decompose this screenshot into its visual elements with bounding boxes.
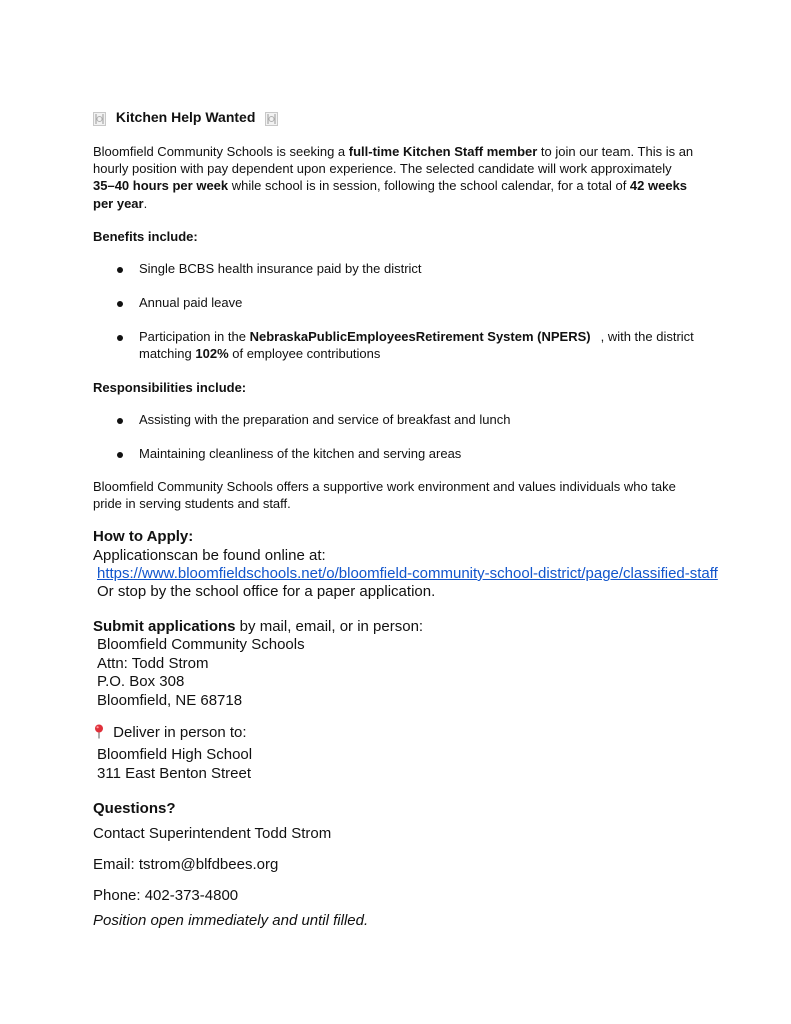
bullet <box>117 452 123 458</box>
benefit-item-continued: matching 102% of employee contributions <box>139 346 381 361</box>
address-line: Bloomfield, NE 68718 <box>97 692 243 709</box>
intro-line-3: 35–40 hours per week while school is in session, following the school calendar, for a total of 42 weeks <box>93 178 688 193</box>
phone-line: Phone: 402-373-4800 <box>93 887 239 904</box>
address-line: Attn: Todd Strom <box>97 655 209 672</box>
apply-heading: How to Apply: <box>93 528 194 545</box>
intro-line-2: hourly position with pay dependent upon experience. The selected candidate will work approximately <box>93 161 672 176</box>
weeks-emphasis: 42 weeks <box>629 178 688 193</box>
bullet <box>117 301 123 307</box>
benefits-heading: Benefits include: <box>93 229 198 244</box>
apply-url-link[interactable]: https://www.bloomfieldschools.net/o/bloomfield-community-school-district/page/classified-staff <box>97 565 718 582</box>
npers-emphasis: NebraskaPublicEmployeesRetirement System (NPERS) <box>249 329 591 344</box>
deliver-line: Bloomfield High School <box>97 746 253 763</box>
benefit-item: Single BCBS health insurance paid by the district <box>139 261 422 276</box>
contact-line: Contact Superintendent Todd Strom <box>93 825 332 842</box>
fork-knife-plate-icon <box>265 111 278 125</box>
closing-line-1: Bloomfield Community Schools offers a supportive work environment and values individuals who take <box>93 479 676 494</box>
email-line: Email: tstrom@blfdbees.org <box>93 856 279 873</box>
deliver-line: 311 East Benton Street <box>97 765 251 782</box>
intro-line-1: Bloomfield Community Schools is seeking a full-time Kitchen Staff member to join our team. This is an <box>93 144 694 159</box>
match-percent: 102% <box>195 346 229 361</box>
apply-line: Applicationscan be found online at: <box>93 547 326 564</box>
bullet <box>117 418 123 424</box>
intro-line-4: per year. <box>93 196 148 211</box>
submit-heading: Submit applications by mail, email, or in person: <box>93 618 424 635</box>
responsibility-item: Assisting with the preparation and service of breakfast and lunch <box>139 412 511 427</box>
page-title <box>93 107 278 127</box>
responsibilities-heading: Responsibilities include: <box>93 380 247 395</box>
title-text: Kitchen Help Wanted <box>115 109 256 125</box>
closing-line-2: pride in serving students and staff. <box>93 496 291 511</box>
address-line: P.O. Box 308 <box>97 673 185 690</box>
footer-note: Position open immediately and until filled. <box>93 912 369 929</box>
round-pushpin-icon <box>93 724 105 739</box>
bullet <box>117 267 123 273</box>
responsibility-item: Maintaining cleanliness of the kitchen and serving areas <box>139 446 462 461</box>
benefit-item: Annual paid leave <box>139 295 243 310</box>
deliver-heading: Deliver in person to: <box>93 723 247 742</box>
fork-knife-plate-icon <box>93 111 106 125</box>
address-line: Bloomfield Community Schools <box>97 636 305 653</box>
benefit-item: Participation in the NebraskaPublicEmployeesRetirement System (NPERS) , with the district <box>139 329 694 344</box>
hours-emphasis: 35–40 hours per week <box>93 178 229 193</box>
questions-heading: Questions? <box>93 800 176 817</box>
job-title-emphasis: full-time Kitchen Staff member <box>348 144 538 159</box>
apply-line: Or stop by the school office for a paper application. <box>97 583 436 600</box>
bullet <box>117 335 123 341</box>
